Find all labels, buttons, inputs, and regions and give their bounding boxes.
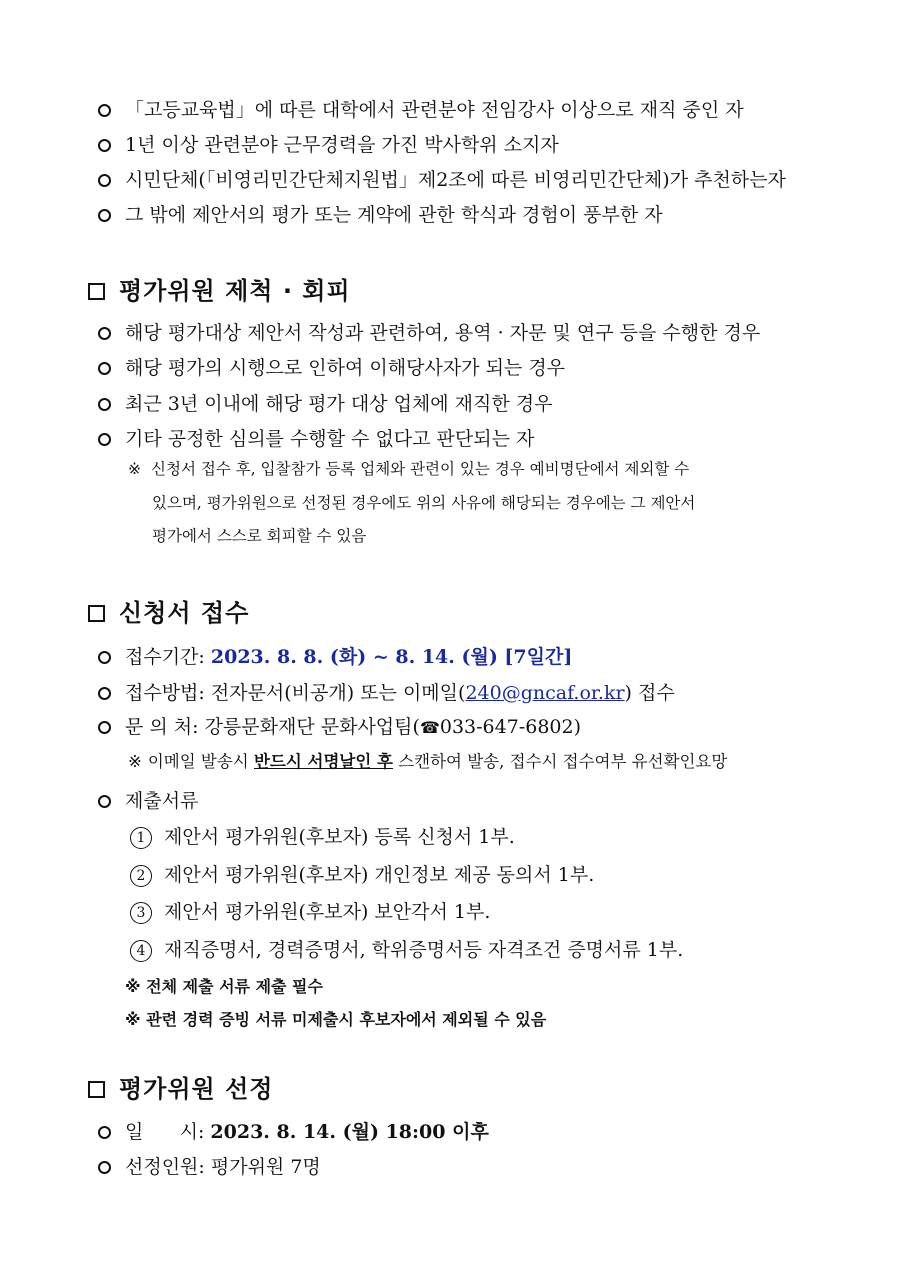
exclusion-text: 최근 3년 이내에 해당 평가 대상 업체에 재직한 경우 bbox=[125, 393, 553, 415]
qualification-text: 1년 이상 관련분야 근무경력을 가진 박사학위 소지자 bbox=[125, 134, 559, 156]
date-value: 2023. 8. 14. (월) 18:00 이후 bbox=[210, 1121, 489, 1143]
method-label: 접수방법: 전자문서(비공개) 또는 이메일( bbox=[125, 682, 466, 704]
docs-heading bbox=[98, 789, 198, 813]
square-bullet-icon bbox=[88, 283, 105, 300]
circle-bullet-icon bbox=[98, 687, 111, 700]
note-mark: ※ bbox=[128, 752, 142, 771]
doc-text: 제안서 평가위원(후보자) 개인정보 제공 동의서 1부. bbox=[164, 864, 595, 886]
period-value: 2023. 8. 8. (화) ~ 8. 14. (월) [7일간] bbox=[210, 646, 573, 668]
square-bullet-icon bbox=[88, 605, 105, 622]
contact-phone: 033-647-6802) bbox=[439, 716, 582, 738]
exclusion-item bbox=[98, 427, 534, 451]
exclusion-text: 기타 공정한 심의를 수행할 수 없다고 판단되는 자 bbox=[125, 428, 535, 450]
exclusion-item bbox=[98, 356, 565, 380]
section-heading-selection bbox=[88, 1074, 273, 1104]
circled-number: 2 bbox=[130, 865, 152, 887]
circled-number: 3 bbox=[130, 902, 152, 924]
application-method bbox=[98, 681, 675, 705]
doc-text: 제안서 평가위원(후보자) 등록 신청서 1부. bbox=[164, 826, 515, 848]
circle-bullet-icon bbox=[98, 362, 111, 375]
circle-bullet-icon bbox=[98, 209, 111, 222]
qualification-item bbox=[98, 168, 786, 192]
circle-bullet-icon bbox=[98, 433, 111, 446]
note-emphasis: 반드시 서명날인 후 bbox=[253, 752, 393, 771]
exclusion-text: 해당 평가의 시행으로 인하여 이해당사자가 되는 경우 bbox=[125, 357, 566, 379]
circle-bullet-icon bbox=[98, 398, 111, 411]
phone-icon: ☎ bbox=[419, 718, 440, 737]
docs-note: ※ 전체 제출 서류 제출 필수 bbox=[125, 977, 323, 996]
qualification-item bbox=[98, 203, 663, 227]
exclusion-item bbox=[98, 321, 760, 345]
circle-bullet-icon bbox=[98, 174, 111, 187]
email-link[interactable]: 240@gncaf.or.kr bbox=[465, 682, 625, 704]
date-label: 일 시: bbox=[125, 1121, 205, 1143]
circle-bullet-icon bbox=[98, 795, 111, 808]
circle-bullet-icon bbox=[98, 139, 111, 152]
note-text: 스캔하여 발송, 접수시 접수여부 유선확인요망 bbox=[398, 752, 728, 771]
section-title: 신청서 접수 bbox=[119, 599, 250, 627]
qualification-text: 그 밖에 제안서의 평가 또는 계약에 관한 학식과 경험이 풍부한 자 bbox=[125, 204, 663, 226]
circle-bullet-icon bbox=[98, 327, 111, 340]
square-bullet-icon bbox=[88, 1081, 105, 1098]
selection-date bbox=[98, 1120, 489, 1144]
doc-item bbox=[130, 863, 594, 887]
exclusion-text: 해당 평가대상 제안서 작성과 관련하여, 용역 · 자문 및 연구 등을 수행한 경우 bbox=[125, 322, 761, 344]
circled-number: 4 bbox=[130, 940, 152, 962]
circle-bullet-icon bbox=[98, 651, 111, 664]
note-text: 평가에서 스스로 회피할 수 있음 bbox=[152, 527, 367, 545]
email-note bbox=[128, 751, 727, 773]
note-text: 신청서 접수 후, 입찰참가 등록 업체와 관련이 있는 경우 예비명단에서 제외할 수 bbox=[151, 460, 690, 478]
exclusion-note-line bbox=[128, 458, 689, 480]
application-contact bbox=[98, 715, 581, 740]
application-period bbox=[98, 645, 572, 669]
qualification-text: 「고등교육법」에 따른 대학에서 관련분야 전임강사 이상으로 재직 중인 자 bbox=[125, 99, 744, 121]
selection-count bbox=[98, 1155, 321, 1179]
qualification-text: 시민단체(「비영리민간단체지원법」제2조에 따른 비영리민간단체)가 추천하는자 bbox=[125, 169, 786, 191]
circle-bullet-icon bbox=[98, 721, 111, 734]
exclusion-note-line bbox=[152, 525, 366, 547]
count-text: 선정인원: 평가위원 7명 bbox=[125, 1156, 321, 1178]
section-title: 평가위원 선정 bbox=[119, 1075, 274, 1103]
doc-item bbox=[130, 900, 490, 924]
contact-label: 문 의 처: 강릉문화재단 문화사업팀( bbox=[125, 716, 420, 738]
doc-item bbox=[130, 938, 683, 962]
exclusion-item bbox=[98, 392, 553, 416]
section-heading-exclusion bbox=[88, 276, 351, 306]
period-label: 접수기간: bbox=[125, 646, 205, 668]
exclusion-note-line bbox=[152, 492, 695, 514]
section-title: 평가위원 제척 · 회피 bbox=[119, 277, 351, 305]
qualification-item bbox=[98, 98, 744, 122]
circle-bullet-icon bbox=[98, 1126, 111, 1139]
docs-label: 제출서류 bbox=[125, 790, 199, 812]
section-heading-application bbox=[88, 598, 249, 628]
docs-note: ※ 관련 경력 증빙 서류 미제출시 후보자에서 제외될 수 있음 bbox=[125, 1010, 547, 1029]
note-text: 이메일 발송시 bbox=[147, 752, 249, 771]
circle-bullet-icon bbox=[98, 1161, 111, 1174]
note-mark: ※ bbox=[128, 460, 141, 478]
doc-text: 재직증명서, 경력증명서, 학위증명서등 자격조건 증명서류 1부. bbox=[164, 939, 684, 961]
doc-text: 제안서 평가위원(후보자) 보안각서 1부. bbox=[164, 901, 491, 923]
circle-bullet-icon bbox=[98, 104, 111, 117]
qualification-item bbox=[98, 133, 559, 157]
method-suffix: ) 접수 bbox=[624, 682, 675, 704]
circled-number: 1 bbox=[130, 827, 152, 849]
note-text: 있으며, 평가위원으로 선정된 경우에도 위의 사유에 해당되는 경우에는 그 제안서 bbox=[152, 494, 696, 512]
doc-item bbox=[130, 825, 515, 849]
